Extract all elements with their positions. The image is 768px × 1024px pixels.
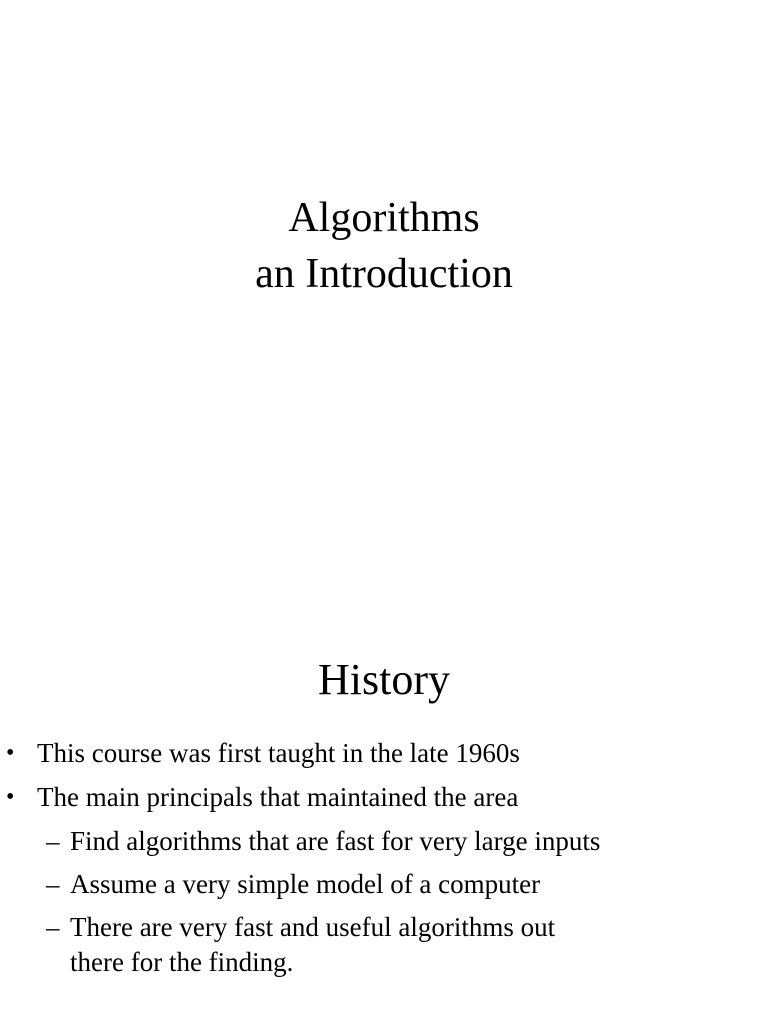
- subbullet-text: Find algorithms that are fast for very large inputs: [70, 826, 601, 856]
- bullet-marker: •: [6, 784, 15, 810]
- subbullet-text: There are very fast and useful algorithms out there for the finding.: [70, 912, 556, 977]
- subbullet-text: Assume a very simple model of a computer: [70, 869, 541, 899]
- history-slide: [0, 576, 768, 1024]
- subbullet-marker: –: [46, 869, 60, 899]
- bullet-marker: •: [6, 740, 15, 766]
- subbullet-item: [0, 910, 610, 980]
- subbullet-item: [0, 867, 610, 902]
- subbullet-marker: –: [46, 826, 60, 856]
- bullet-item: [0, 736, 637, 771]
- slide-title: [0, 190, 768, 302]
- bullet-text: The main principals that maintained the area: [37, 782, 519, 812]
- bullet-list: [0, 736, 768, 988]
- subbullet-item: [0, 824, 610, 859]
- bullet-text: This course was first taught in the late 1960s: [37, 738, 520, 768]
- title-line-2: an Introduction: [255, 251, 513, 297]
- title-line-1: Algorithms: [288, 195, 480, 241]
- subbullet-marker: –: [46, 912, 60, 942]
- history-title: History: [318, 655, 450, 704]
- bullet-item: [0, 780, 637, 815]
